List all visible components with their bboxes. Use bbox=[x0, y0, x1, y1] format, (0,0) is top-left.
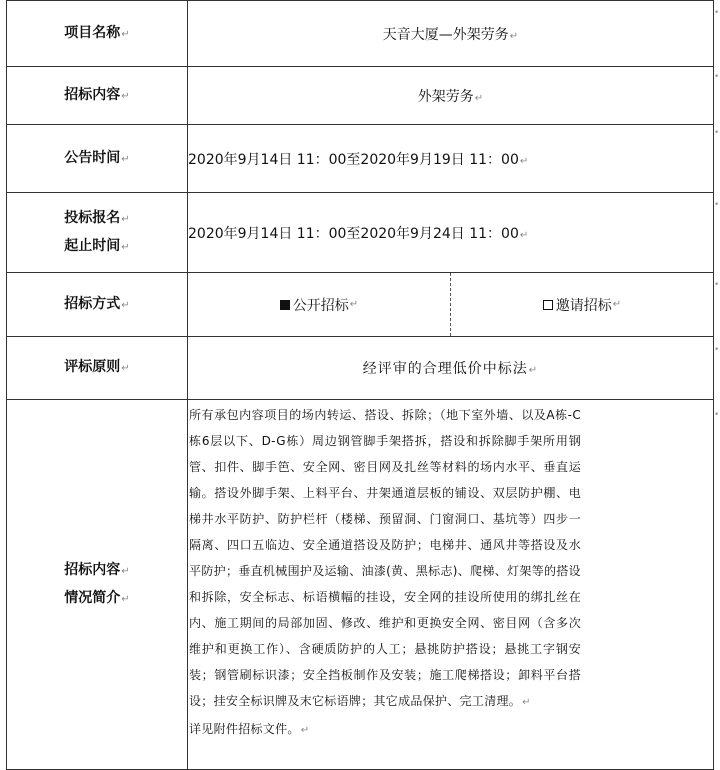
side-marker: • bbox=[714, 200, 720, 210]
side-marker: • bbox=[714, 280, 720, 290]
registration-label: 投标报名↵ 起止时间↵ bbox=[7, 193, 188, 273]
unchecked-box-icon[interactable] bbox=[543, 300, 553, 310]
registration-value: 2020年9月14日 11：00至2020年9月24日 11：00↵ bbox=[188, 193, 714, 273]
bid-content-value: 外架劳务↵ bbox=[188, 67, 714, 125]
principle-value: 经评审的合理低价中标法↵ bbox=[188, 337, 714, 400]
invite-bid-option[interactable]: 邀请招标 ↵ bbox=[451, 273, 713, 336]
row-registration bbox=[7, 193, 714, 273]
bid-content-label: 招标内容↵ bbox=[7, 67, 188, 125]
summary-value: 所有承包内容项目的场内转运、搭设、拆除；（地下室外墙、以及A栋-C栋6层以下、D-G栋）周边钢管脚手架搭拆，搭设和拆除脚手架所用钢管、扣件、脚手笆、安全网、密目网及扎丝等材料的场内水平、垂直运输。搭设外脚手架、上料平台、井架通道层板的铺设、双层防护棚、电梯井水平防护、防护栏杆（楼梯、预留洞、门窗洞口、基坑等）四步一隔离、四口五临边、安全通道搭设及防护；电梯井、通风井等搭设及水平防护；垂直机械围护及运输、油漆(黄、黑标志)、爬梯、灯架等的搭设和拆除，安全标志、标语横幅的挂设，安全网的挂设所使用的绑扎丝在内、施工期间的局部加固、修改、维护和更换安全网、密目网（含多次维护和更换工作）、含硬质防护的人工；悬挑防护搭设；悬挑工字钢安装；钢管刷标识漆；安全挡板制作及安装；施工爬梯搭设；卸料平台搭设；挂安全标识牌及末它标语牌；其它成品保护、完工清理。↵ 详见附件招标文件。↵ bbox=[188, 400, 714, 770]
side-marker: • bbox=[714, 72, 720, 82]
summary-label: 招标内容↵ 情况简介↵ bbox=[7, 400, 188, 770]
method-options bbox=[188, 273, 714, 337]
side-marker: • bbox=[714, 345, 720, 355]
row-announcement bbox=[7, 125, 714, 193]
announcement-value: 2020年9月14日 11：00至2020年9月19日 11：00↵ bbox=[188, 125, 714, 193]
announcement-label: 公告时间↵ bbox=[7, 125, 188, 193]
checked-box-icon[interactable] bbox=[280, 300, 290, 310]
principle-label: 评标原则↵ bbox=[7, 337, 188, 400]
method-label: 招标方式↵ bbox=[7, 273, 188, 337]
row-method bbox=[7, 273, 714, 337]
row-principle bbox=[7, 337, 714, 400]
row-bid-content bbox=[7, 67, 714, 125]
summary-note: 详见附件招标文件。 bbox=[189, 722, 300, 736]
side-marker: • bbox=[714, 128, 720, 138]
project-name-value: 天音大厦—外架劳务↵ bbox=[188, 1, 714, 67]
row-project-name bbox=[7, 1, 714, 67]
row-summary bbox=[7, 400, 714, 770]
project-name-label: 项目名称↵ bbox=[7, 1, 188, 67]
open-bid-option[interactable]: 公开招标 ↵ bbox=[188, 273, 451, 336]
summary-text: 所有承包内容项目的场内转运、搭设、拆除；（地下室外墙、以及A栋-C栋6层以下、D-G栋）周边钢管脚手架搭拆，搭设和拆除脚手架所用钢管、扣件、脚手笆、安全网、密目网及扎丝等材料的场内水平、垂直运输。搭设外脚手架、上料平台、井架通道层板的铺设、双层防护棚、电梯井水平防护、防护栏杆（楼梯、预留洞、门窗洞口、基坑等）四步一隔离、四口五临边、安全通道搭设及防护；电梯井、通风井等搭设及水平防护；垂直机械围护及运输、油漆(黄、黑标志)、爬梯、灯架等的搭设和拆除，安全标志、标语横幅的挂设，安全网的挂设所使用的绑扎丝在内、施工期间的局部加固、修改、维护和更换安全网、密目网（含多次维护和更换工作）、含硬质防护的人工；悬挑防护搭设；悬挑工字钢安装；钢管刷标识漆；安全挡板制作及安装；施工爬梯搭设；卸料平台搭设；挂安全标识牌及末它标语牌；其它成品保护、完工清理。 bbox=[189, 408, 581, 708]
bid-info-table bbox=[6, 0, 714, 770]
side-marker: • bbox=[714, 410, 720, 420]
side-marker: • bbox=[714, 8, 720, 18]
